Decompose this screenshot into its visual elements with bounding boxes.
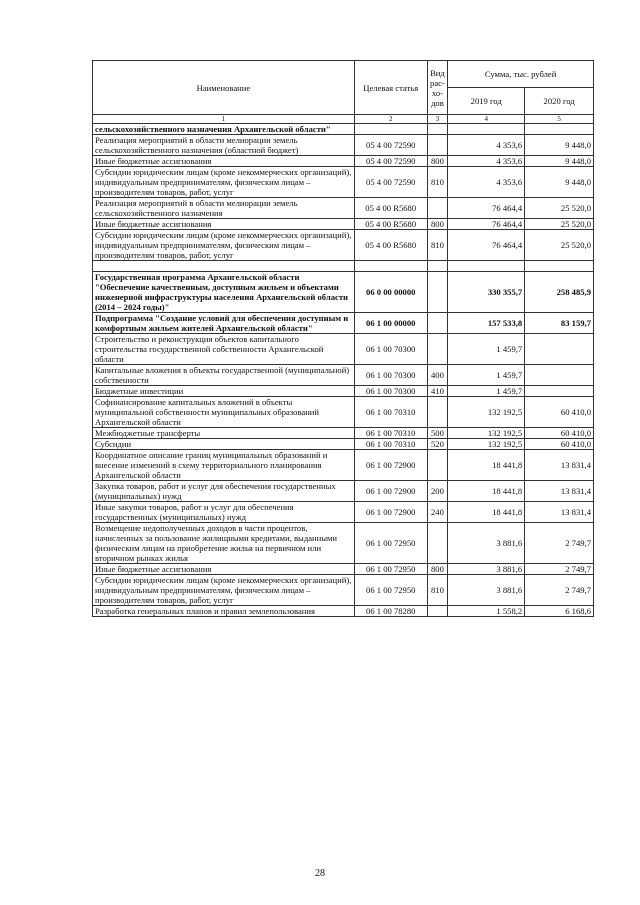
row-name-cell: Межбюджетные трансферты xyxy=(93,428,355,439)
table-row xyxy=(93,523,594,564)
row-expense-type-cell xyxy=(427,397,448,428)
row-sum-2020-cell: 9 448,0 xyxy=(525,167,594,198)
row-name-cell: Реализация мероприятий в области мелиорации земель сельскохозяйственного назначения (областной бюджет) xyxy=(93,135,355,156)
row-sum-2020-cell xyxy=(525,261,594,272)
row-target-article-cell: 06 1 00 70300 xyxy=(354,365,427,386)
row-name-cell: Закупка товаров, работ и услуг для обеспечения государственных (муниципальных) нужд xyxy=(93,481,355,502)
row-target-article-cell xyxy=(354,124,427,135)
row-sum-2019-cell: 4 353,6 xyxy=(448,156,525,167)
row-sum-2020-cell: 25 520,0 xyxy=(525,230,594,261)
table-row xyxy=(93,450,594,481)
row-expense-type-cell: 500 xyxy=(427,428,448,439)
row-sum-2020-cell: 13 831,4 xyxy=(525,450,594,481)
header-year-2019: 2019 год xyxy=(448,88,525,115)
row-sum-2019-cell: 1 459,7 xyxy=(448,386,525,397)
row-sum-2020-cell: 60 410,0 xyxy=(525,428,594,439)
table-row xyxy=(93,334,594,365)
row-sum-2019-cell: 18 441,8 xyxy=(448,502,525,523)
row-name-cell: Иные бюджетные ассигнования xyxy=(93,156,355,167)
row-expense-type-cell xyxy=(427,606,448,617)
row-sum-2020-cell: 9 448,0 xyxy=(525,156,594,167)
row-target-article-cell: 06 1 00 70300 xyxy=(354,334,427,365)
row-expense-type-cell: 400 xyxy=(427,365,448,386)
table-row xyxy=(93,124,594,135)
row-sum-2019-cell: 76 464,4 xyxy=(448,219,525,230)
row-sum-2020-cell xyxy=(525,386,594,397)
row-target-article-cell: 05 4 00 R5680 xyxy=(354,230,427,261)
row-sum-2019-cell: 1 558,2 xyxy=(448,606,525,617)
table-row xyxy=(93,230,594,261)
budget-table xyxy=(92,60,594,617)
header-expense-type: Вид рас-хо-дов xyxy=(427,61,448,115)
row-sum-2019-cell: 3 881,6 xyxy=(448,523,525,564)
row-sum-2019-cell: 132 192,5 xyxy=(448,439,525,450)
row-target-article-cell: 06 1 00 72950 xyxy=(354,575,427,606)
row-sum-2020-cell: 6 168,6 xyxy=(525,606,594,617)
row-sum-2019-cell: 3 881,6 xyxy=(448,575,525,606)
row-target-article-cell: 05 4 00 72590 xyxy=(354,156,427,167)
header-name: Наименование xyxy=(93,61,355,115)
column-index-row xyxy=(93,115,594,124)
row-target-article-cell: 05 4 00 R5680 xyxy=(354,219,427,230)
table-row xyxy=(93,135,594,156)
row-target-article-cell: 06 1 00 72950 xyxy=(354,523,427,564)
row-sum-2020-cell: 2 749,7 xyxy=(525,523,594,564)
row-sum-2019-cell: 1 459,7 xyxy=(448,365,525,386)
column-index: 2 xyxy=(354,115,427,124)
row-name-cell: Строительство и реконструкция объектов капитального строительства государственной собственности Архангельской области xyxy=(93,334,355,365)
row-target-article-cell: 06 1 00 70300 xyxy=(354,386,427,397)
row-expense-type-cell: 520 xyxy=(427,439,448,450)
row-name-cell: Софинансирование капитальных вложений в объекты муниципальной собственности муниципальных образований Архангельской области xyxy=(93,397,355,428)
row-name-cell: Реализация мероприятий в области мелиорации земель сельскохозяйственного назначения xyxy=(93,198,355,219)
row-sum-2019-cell: 157 533,8 xyxy=(448,313,525,334)
row-sum-2019-cell: 132 192,5 xyxy=(448,397,525,428)
row-name-cell: Капитальные вложения в объекты государственной (муниципальной) собственности xyxy=(93,365,355,386)
row-expense-type-cell xyxy=(427,313,448,334)
row-expense-type-cell: 800 xyxy=(427,156,448,167)
row-target-article-cell: 06 1 00 72900 xyxy=(354,502,427,523)
row-expense-type-cell xyxy=(427,135,448,156)
row-target-article-cell: 06 0 00 00000 xyxy=(354,272,427,313)
row-target-article-cell: 06 1 00 72950 xyxy=(354,564,427,575)
row-target-article-cell: 05 4 00 72590 xyxy=(354,167,427,198)
table-row xyxy=(93,606,594,617)
table-row xyxy=(93,575,594,606)
row-name-cell: сельскохозяйственного назначения Архангельской области" xyxy=(93,124,355,135)
table-row xyxy=(93,397,594,428)
row-sum-2019-cell: 4 353,6 xyxy=(448,167,525,198)
row-expense-type-cell xyxy=(427,272,448,313)
row-sum-2019-cell: 76 464,4 xyxy=(448,198,525,219)
table-row xyxy=(93,198,594,219)
table-row xyxy=(93,439,594,450)
row-target-article-cell: 05 4 00 72590 xyxy=(354,135,427,156)
row-sum-2020-cell: 2 749,7 xyxy=(525,575,594,606)
table-row xyxy=(93,386,594,397)
row-expense-type-cell: 800 xyxy=(427,564,448,575)
table-row xyxy=(93,219,594,230)
row-sum-2020-cell: 60 410,0 xyxy=(525,439,594,450)
row-sum-2019-cell: 3 881,6 xyxy=(448,564,525,575)
header-year-2020: 2020 год xyxy=(525,88,594,115)
row-sum-2020-cell: 2 749,7 xyxy=(525,564,594,575)
row-sum-2020-cell: 60 410,0 xyxy=(525,397,594,428)
row-target-article-cell: 06 1 00 70310 xyxy=(354,439,427,450)
table-row xyxy=(93,261,594,272)
row-name-cell: Возмещение недополученных доходов в части процентов, начисленных за пользование жилищными кредитами, выданными физическим лицам на приобретение жилья на первичном или вторичном рынках жилья xyxy=(93,523,355,564)
row-sum-2019-cell: 76 464,4 xyxy=(448,230,525,261)
row-expense-type-cell: 240 xyxy=(427,502,448,523)
row-name-cell: Иные бюджетные ассигнования xyxy=(93,219,355,230)
row-target-article-cell xyxy=(354,261,427,272)
column-index: 4 xyxy=(448,115,525,124)
row-sum-2020-cell xyxy=(525,334,594,365)
row-name-cell: Субсидии юридическим лицам (кроме некоммерческих организаций), индивидуальным предпринимателям, физическим лицам – производителям товаров, работ, услуг xyxy=(93,575,355,606)
table-row xyxy=(93,272,594,313)
table-row xyxy=(93,428,594,439)
row-sum-2020-cell xyxy=(525,365,594,386)
row-name-cell: Разработка генеральных планов и правил землепользования xyxy=(93,606,355,617)
row-sum-2019-cell: 18 441,8 xyxy=(448,450,525,481)
row-name-cell: Координатное описание границ муниципальных образований и внесение изменений в схему территориального планирования Архангельской области xyxy=(93,450,355,481)
row-name-cell xyxy=(93,261,355,272)
row-sum-2019-cell: 1 459,7 xyxy=(448,334,525,365)
row-target-article-cell: 06 1 00 72900 xyxy=(354,481,427,502)
row-name-cell: Субсидии юридическим лицам (кроме некоммерческих организаций), индивидуальным предпринимателям, физическим лицам – производителям товаров, работ, услуг xyxy=(93,167,355,198)
row-sum-2019-cell xyxy=(448,261,525,272)
row-sum-2020-cell: 83 159,7 xyxy=(525,313,594,334)
table-row xyxy=(93,481,594,502)
row-sum-2020-cell xyxy=(525,124,594,135)
row-sum-2019-cell: 4 353,6 xyxy=(448,135,525,156)
table-header xyxy=(93,61,594,124)
row-target-article-cell: 06 1 00 00000 xyxy=(354,313,427,334)
table-row xyxy=(93,156,594,167)
page-number: 28 xyxy=(315,868,325,879)
table-row xyxy=(93,564,594,575)
row-target-article-cell: 06 1 00 78280 xyxy=(354,606,427,617)
row-expense-type-cell xyxy=(427,523,448,564)
table-row xyxy=(93,502,594,523)
row-name-cell: Иные закупки товаров, работ и услуг для обеспечения государственных (муниципальных) нужд xyxy=(93,502,355,523)
row-target-article-cell: 06 1 00 72900 xyxy=(354,450,427,481)
table-body xyxy=(93,124,594,617)
row-sum-2019-cell: 330 355,7 xyxy=(448,272,525,313)
row-expense-type-cell: 200 xyxy=(427,481,448,502)
row-expense-type-cell xyxy=(427,124,448,135)
budget-table-sheet xyxy=(92,60,594,617)
row-expense-type-cell: 810 xyxy=(427,575,448,606)
row-expense-type-cell: 410 xyxy=(427,386,448,397)
row-target-article-cell: 05 4 00 R5680 xyxy=(354,198,427,219)
row-expense-type-cell xyxy=(427,198,448,219)
row-expense-type-cell xyxy=(427,450,448,481)
row-sum-2020-cell: 25 520,0 xyxy=(525,198,594,219)
table-row xyxy=(93,167,594,198)
row-sum-2019-cell: 18 441,8 xyxy=(448,481,525,502)
row-target-article-cell: 06 1 00 70310 xyxy=(354,428,427,439)
column-index: 3 xyxy=(427,115,448,124)
row-name-cell: Государственная программа Архангельской области "Обеспечение качественным, доступным жильем и объектами инженерной инфраструктуры населения Архангельской области (2014 – 2024 годы)" xyxy=(93,272,355,313)
row-expense-type-cell xyxy=(427,261,448,272)
row-expense-type-cell: 810 xyxy=(427,167,448,198)
row-name-cell: Субсидии юридическим лицам (кроме некоммерческих организаций), индивидуальным предпринимателям, физическим лицам – производителям товаров, работ, услуг xyxy=(93,230,355,261)
row-sum-2020-cell: 25 520,0 xyxy=(525,219,594,230)
table-row xyxy=(93,313,594,334)
table-row xyxy=(93,365,594,386)
row-sum-2019-cell: 132 192,5 xyxy=(448,428,525,439)
row-sum-2020-cell: 258 485,9 xyxy=(525,272,594,313)
column-index: 5 xyxy=(525,115,594,124)
header-sum: Сумма, тыс. рублей xyxy=(448,61,594,88)
row-sum-2019-cell xyxy=(448,124,525,135)
row-name-cell: Иные бюджетные ассигнования xyxy=(93,564,355,575)
row-expense-type-cell xyxy=(427,334,448,365)
row-name-cell: Субсидии xyxy=(93,439,355,450)
row-sum-2020-cell: 9 448,0 xyxy=(525,135,594,156)
row-sum-2020-cell: 13 831,4 xyxy=(525,481,594,502)
row-expense-type-cell: 810 xyxy=(427,230,448,261)
column-index: 1 xyxy=(93,115,355,124)
row-name-cell: Бюджетные инвестиции xyxy=(93,386,355,397)
row-target-article-cell: 06 1 00 70310 xyxy=(354,397,427,428)
row-expense-type-cell: 800 xyxy=(427,219,448,230)
row-name-cell: Подпрограмма "Создание условий для обеспечения доступным и комфортным жильем жителей Архангельской области" xyxy=(93,313,355,334)
header-target-article: Целевая статья xyxy=(354,61,427,115)
row-sum-2020-cell: 13 831,4 xyxy=(525,502,594,523)
